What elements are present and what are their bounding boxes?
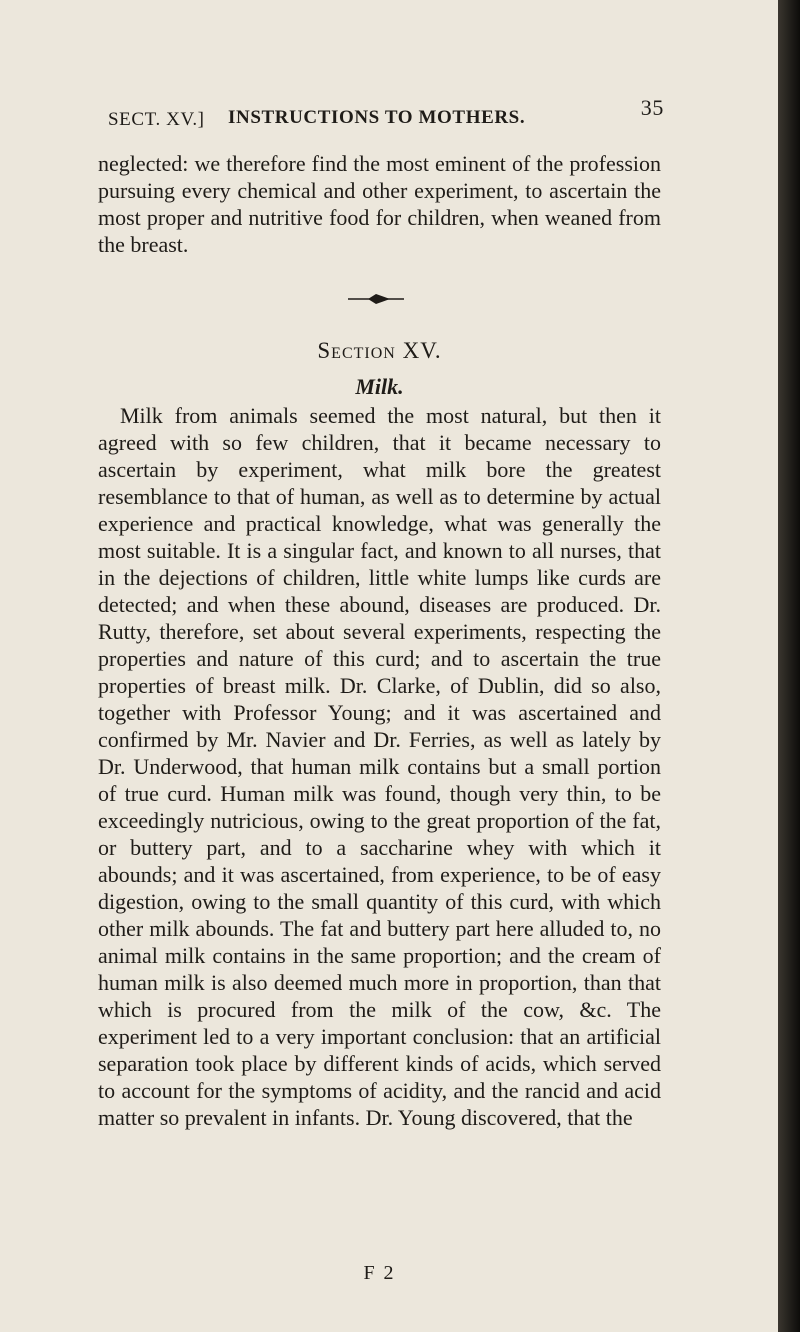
opening-text	[98, 150, 661, 258]
running-title: INSTRUCTIONS TO MOTHERS.	[228, 107, 526, 128]
page-edge-shadow	[778, 0, 800, 1332]
running-header	[108, 95, 664, 133]
body-paragraph: Milk from animals seemed the most natural, but then it agreed with so few children, that it became necessary to ascertain by experiment, what milk bore the greatest resemblance to that of human, as well as to determine by actual experience and practical knowledge, what was generally the most suitable. It is a singular fact, and known to all nurses, that in the dejections of children, little white lumps like curds are detected; and when these abound, diseases are produced. Dr. Rutty, therefore, set about several experiments, respecting the properties and nature of this curd; and to ascertain the true properties of breast milk. Dr. Clarke, of Dublin, did so also, together with Professor Young; and it was ascertained and confirmed by Mr. Navier and Dr. Ferries, as well as lately by Dr. Underwood, that human milk contains but a small portion of true curd. Human milk was found, though very thin, to be exceedingly nutricious, owing to the great proportion of the fat, or buttery part, and to a saccharine whey with which it abounds; and it was ascertained, from experience, to be of easy digestion, owing to the small quantity of this curd, with which other milk abounds. The fat and buttery part here alluded to, no animal milk contains in the same proportion; and the cream of human milk is also deemed much more in proportion, than that which is procured from the milk of the cow, &c. The experiment led to a very important conclusion: that an artificial separation took place by different kinds of acids, which served to account for the symptoms of acidity, and the rancid and acid matter so prevalent in infants. Dr. Young discovered, that the	[98, 403, 661, 1130]
top-paragraph: neglected: we therefore find the most eminent of the profession pursuing every chemical and other experiment, to ascertain the most proper and nutritive food for children, when weaned from the breast.	[98, 151, 661, 257]
signature-mark: F 2	[363, 1262, 396, 1284]
divider-ornament	[346, 293, 406, 305]
main-text	[98, 402, 661, 1131]
section-subheading: Milk.	[355, 374, 404, 399]
section-marker: SECT. XV.]	[108, 109, 205, 130]
section-heading: Section XV.	[317, 338, 442, 363]
page-number: 35	[640, 95, 664, 120]
